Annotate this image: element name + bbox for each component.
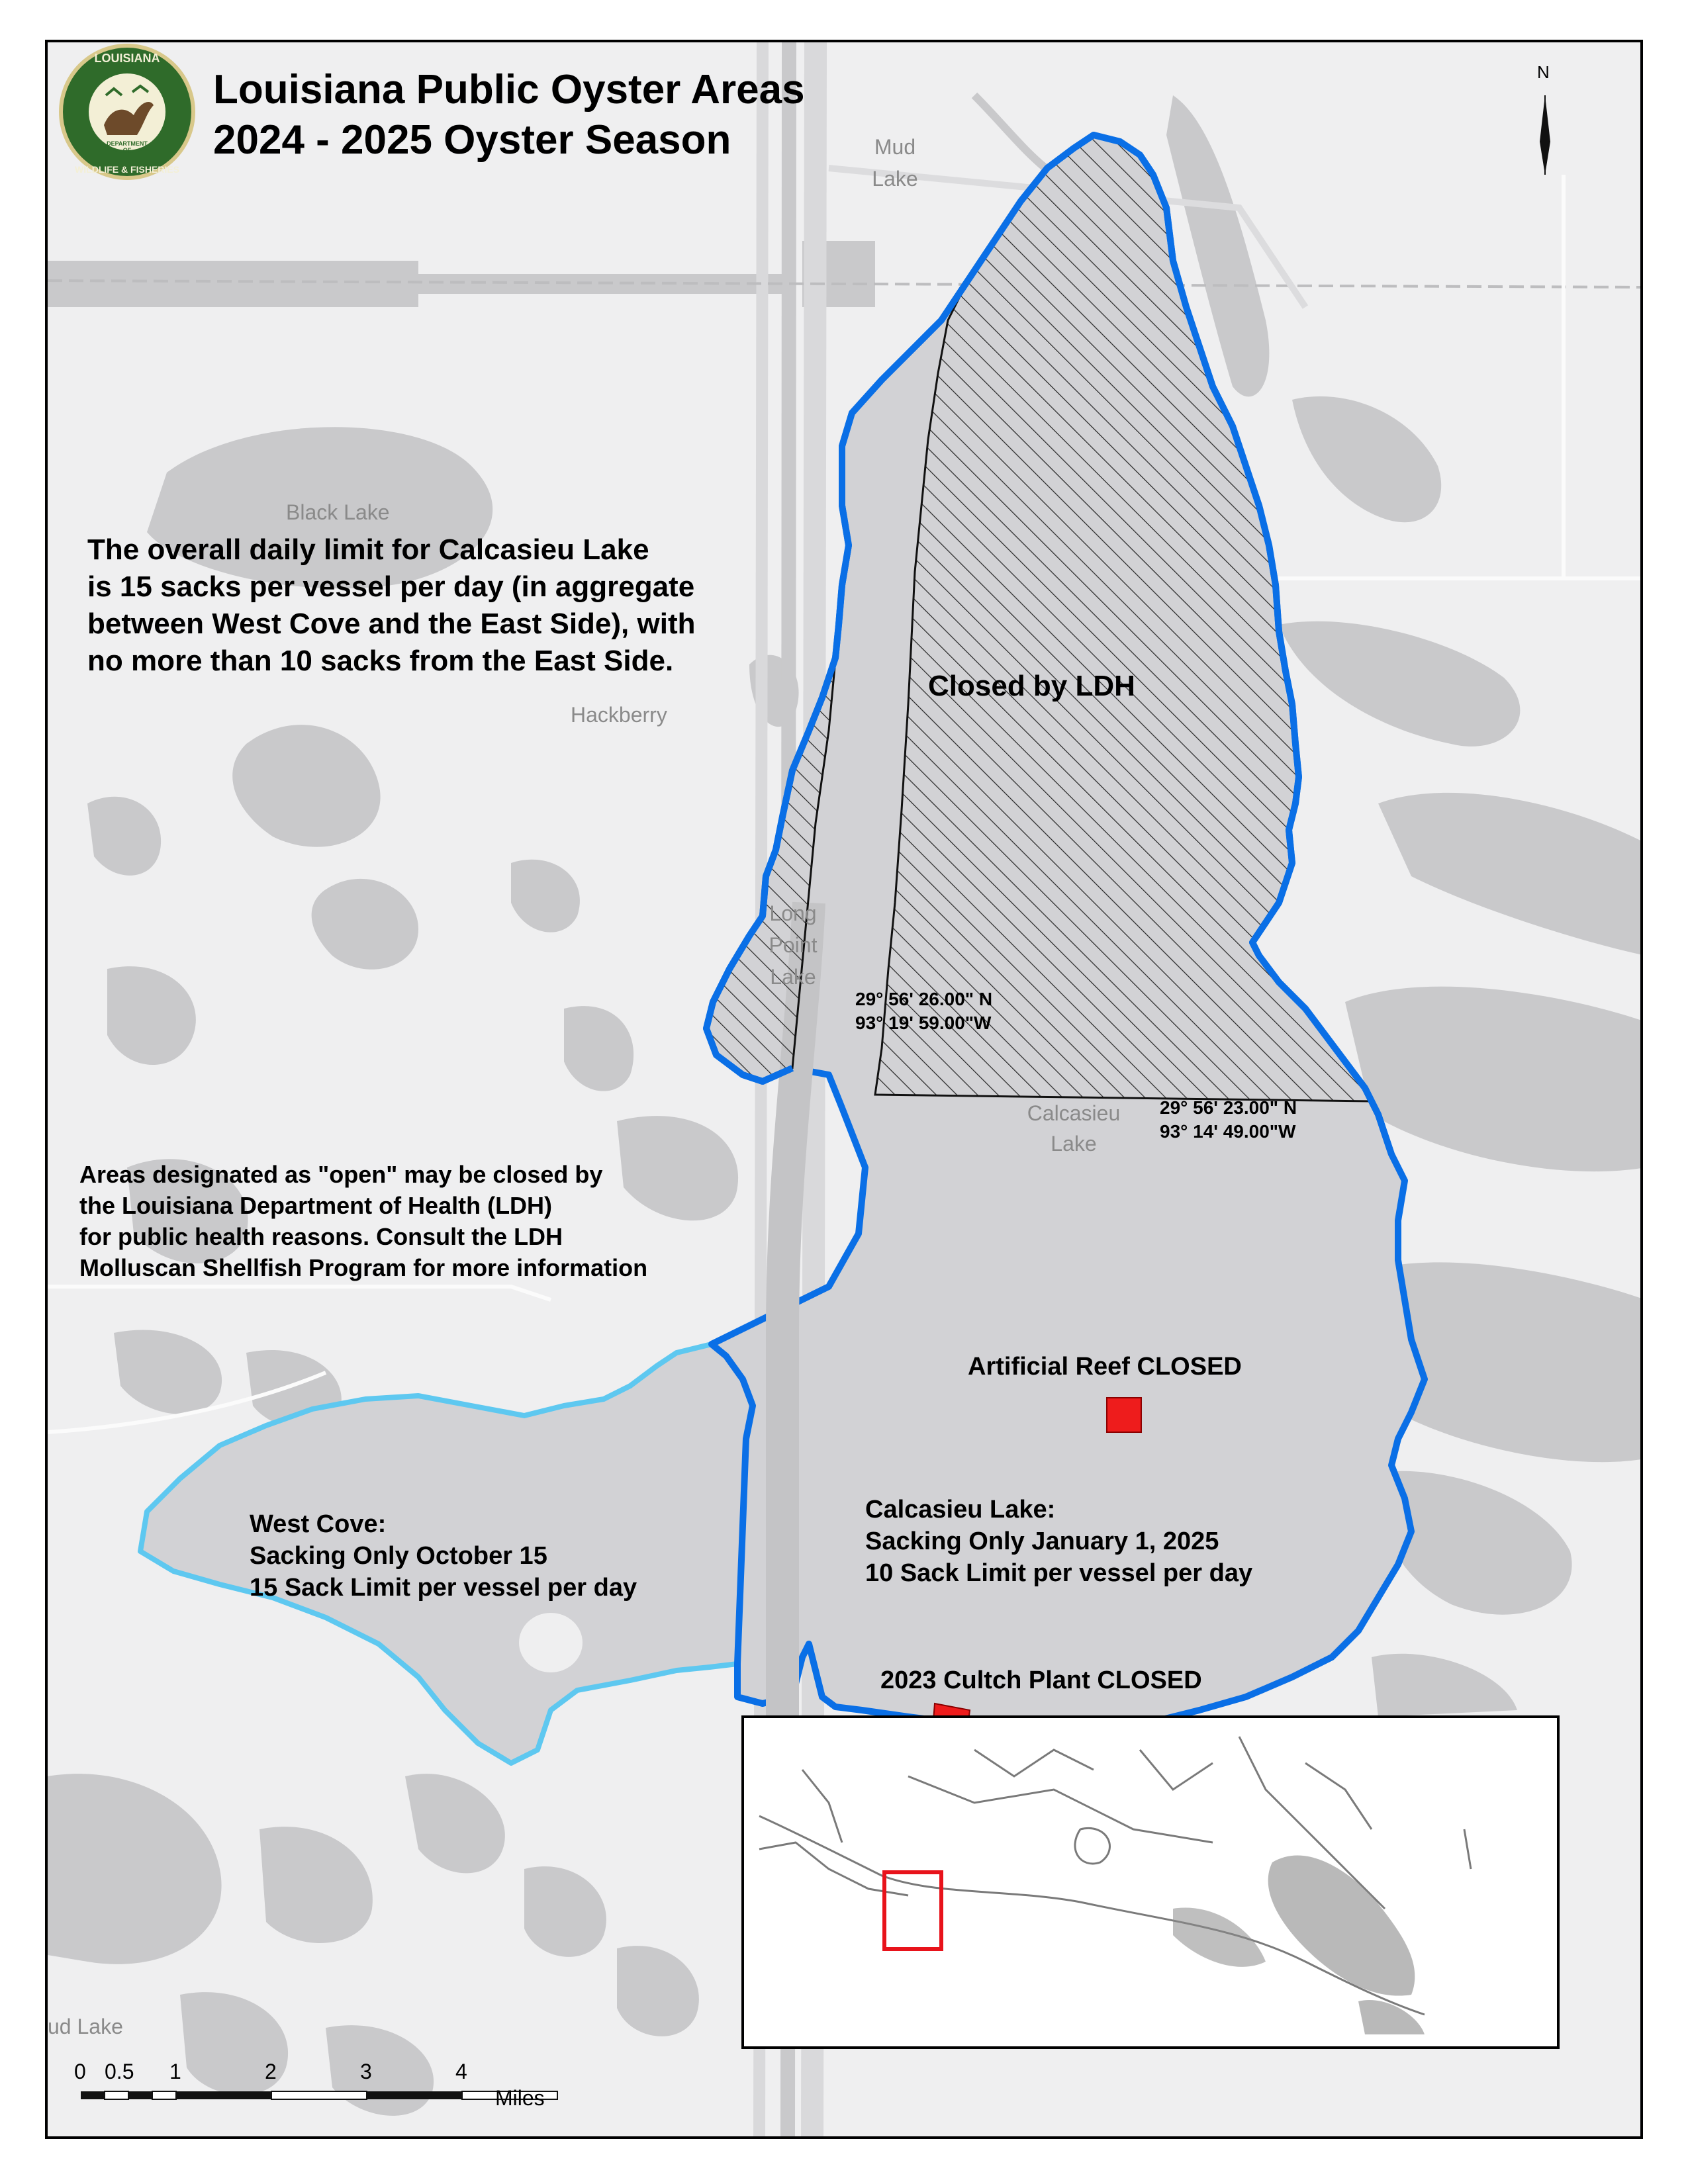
- cultch-plant-label: 2023 Cultch Plant CLOSED: [880, 1666, 1202, 1694]
- scale-label-1: 1: [169, 2060, 181, 2083]
- place-hackberry: Hackberry: [571, 703, 667, 727]
- place-long-point-1: Long: [769, 901, 817, 925]
- map-canvas: [48, 42, 1643, 2139]
- closed-ldh-label: Closed by LDH: [928, 670, 1135, 702]
- scale-label-3: 3: [360, 2060, 372, 2083]
- west-cove-island: [519, 1613, 583, 1672]
- daily-limit-note-4: no more than 10 sacks from the East Side.: [87, 645, 674, 677]
- west-cove-label-3: 15 Sack Limit per vessel per day: [250, 1574, 637, 1602]
- place-mud-lake-bottom: ud Lake: [48, 2015, 123, 2038]
- artificial-reef-marker: [1107, 1398, 1141, 1432]
- ldh-note-2: the Louisiana Department of Health (LDH): [79, 1192, 553, 1219]
- calcasieu-label-3: 10 Sack Limit per vessel per day: [865, 1559, 1253, 1587]
- place-long-point-2: Point: [769, 933, 818, 957]
- calcasieu-label-1: Calcasieu Lake:: [865, 1496, 1056, 1524]
- place-calcasieu-2: Lake: [1051, 1132, 1097, 1156]
- scale-label-4: 4: [455, 2060, 467, 2083]
- place-mud-lake-top-2: Lake: [872, 167, 918, 191]
- map-title-line2: 2024 - 2025 Oyster Season: [213, 117, 731, 163]
- artificial-reef-label: Artificial Reef CLOSED: [968, 1353, 1242, 1381]
- place-mud-lake-top-1: Mud: [874, 135, 916, 159]
- logo-center-mid: OF: [122, 147, 132, 154]
- place-calcasieu-1: Calcasieu: [1027, 1101, 1121, 1125]
- closed-ldh-area: [875, 135, 1372, 1101]
- ldh-note-4: Molluscan Shellfish Program for more information: [79, 1254, 648, 1281]
- logo-arc-top: LOUISIANA: [94, 52, 160, 65]
- coord-east-lat: 29° 56' 23.00" N: [1160, 1097, 1297, 1118]
- daily-limit-note-2: is 15 sacks per vessel per day (in aggregate: [87, 570, 695, 603]
- coord-east-lon: 93° 14' 49.00"W: [1160, 1121, 1296, 1142]
- logo-arc-bottom: WILDLIFE & FISHERIES: [75, 164, 179, 175]
- scale-label-2: 2: [265, 2060, 277, 2083]
- logo-center-top: DEPARTMENT: [107, 140, 148, 147]
- ldwf-logo: [61, 46, 193, 178]
- scale-unit-label: Miles: [495, 2086, 545, 2110]
- scale-bar: [81, 2091, 557, 2099]
- inset-map: [743, 1717, 1558, 2048]
- scale-label-0: 0: [74, 2060, 86, 2083]
- ldh-note-3: for public health reasons. Consult the LDH: [79, 1223, 563, 1250]
- coord-west-lon: 93° 19' 59.00"W: [855, 1013, 992, 1033]
- west-cove-label-2: Sacking Only October 15: [250, 1542, 547, 1570]
- map-frame: [45, 40, 1643, 2139]
- scale-label-0-5: 0.5: [105, 2060, 134, 2083]
- place-long-point-3: Lake: [770, 965, 816, 989]
- place-black-lake: Black Lake: [286, 500, 390, 524]
- map-title-line1: Louisiana Public Oyster Areas: [213, 67, 805, 113]
- north-arrow-label: N: [1537, 62, 1550, 82]
- calcasieu-label-2: Sacking Only January 1, 2025: [865, 1527, 1219, 1555]
- west-cove-label-1: West Cove:: [250, 1510, 387, 1538]
- ldh-note-1: Areas designated as "open" may be closed by: [79, 1161, 603, 1188]
- daily-limit-note-3: between West Cove and the East Side), with: [87, 608, 696, 640]
- north-arrow-icon: [1540, 95, 1550, 175]
- daily-limit-note-1: The overall daily limit for Calcasieu Lake: [87, 533, 649, 566]
- coord-west-lat: 29° 56' 26.00" N: [855, 989, 993, 1009]
